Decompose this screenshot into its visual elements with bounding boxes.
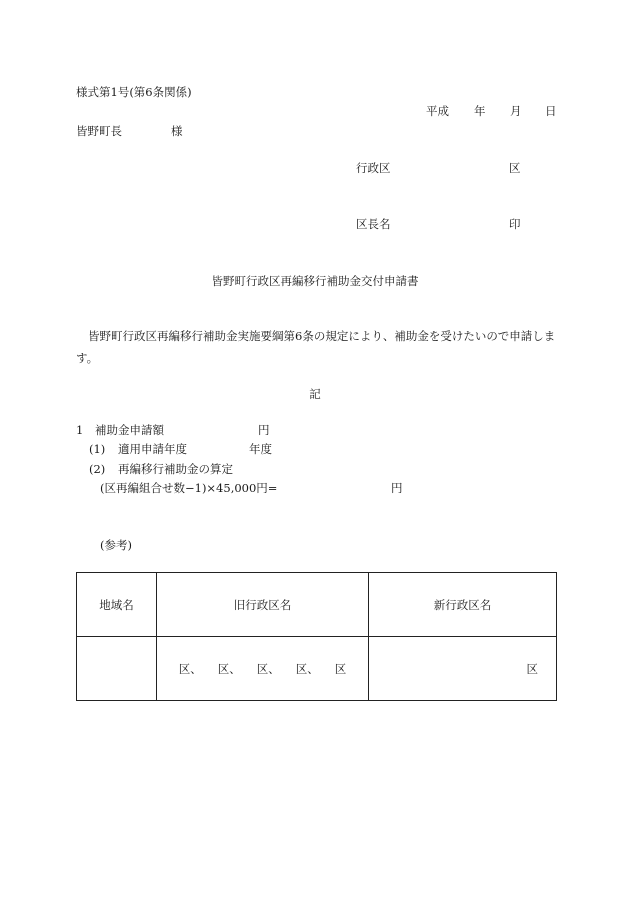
sub1-unit: 年度 bbox=[249, 442, 272, 456]
item1-unit: 円 bbox=[258, 423, 270, 437]
header-region: 地域名 bbox=[77, 573, 157, 637]
item1-label: 補助金申請額 bbox=[95, 423, 164, 437]
old-ward-5: 区 bbox=[334, 661, 347, 676]
old-ward-2: 区、 bbox=[217, 661, 241, 676]
table-header-row bbox=[77, 573, 557, 637]
header-new-ward: 新行政区名 bbox=[369, 573, 557, 637]
body-paragraph: 皆野町行政区再編移行補助金実施要綱第6条の規定により、補助金を受けたいので申請します。 bbox=[76, 329, 556, 365]
document-title: 皆野町行政区再編移行補助金交付申請書 bbox=[211, 274, 419, 288]
formula: (区再編組合せ数−1)×45,000円= bbox=[100, 481, 278, 495]
district-label: 行政区 bbox=[356, 161, 391, 175]
header-old-ward: 旧行政区名 bbox=[157, 573, 369, 637]
addressee-honorific: 様 bbox=[171, 124, 183, 138]
sub1-number: (1) bbox=[89, 442, 106, 456]
seal-mark: 印 bbox=[509, 217, 521, 231]
cell-old-wards bbox=[157, 637, 369, 701]
date-day: 日 bbox=[545, 104, 557, 118]
head-name-label: 区長名 bbox=[356, 217, 391, 231]
district-suffix: 区 bbox=[509, 161, 521, 175]
old-ward-1: 区、 bbox=[178, 661, 202, 676]
form-number: 様式第1号(第6条関係) bbox=[76, 85, 192, 99]
sub1-label: 適用申請年度 bbox=[118, 442, 187, 456]
formula-unit: 円 bbox=[391, 481, 403, 495]
cell-region bbox=[77, 637, 157, 701]
cell-new-ward: 区 bbox=[369, 637, 557, 701]
sub2-number: (2) bbox=[89, 462, 106, 476]
old-ward-3: 区、 bbox=[256, 661, 280, 676]
addressee-name: 皆野町長 bbox=[76, 124, 122, 138]
reference-label: (参考) bbox=[100, 538, 132, 552]
date-month: 月 bbox=[510, 104, 522, 118]
old-ward-4: 区、 bbox=[295, 661, 319, 676]
ki-heading: 記 bbox=[309, 387, 321, 401]
reference-table bbox=[76, 572, 557, 701]
table-row bbox=[77, 637, 557, 701]
item1-number: 1 bbox=[76, 423, 84, 437]
date-era: 平成 bbox=[426, 104, 449, 118]
sub2-label: 再編移行補助金の算定 bbox=[118, 462, 233, 476]
date-year: 年 bbox=[474, 104, 486, 118]
